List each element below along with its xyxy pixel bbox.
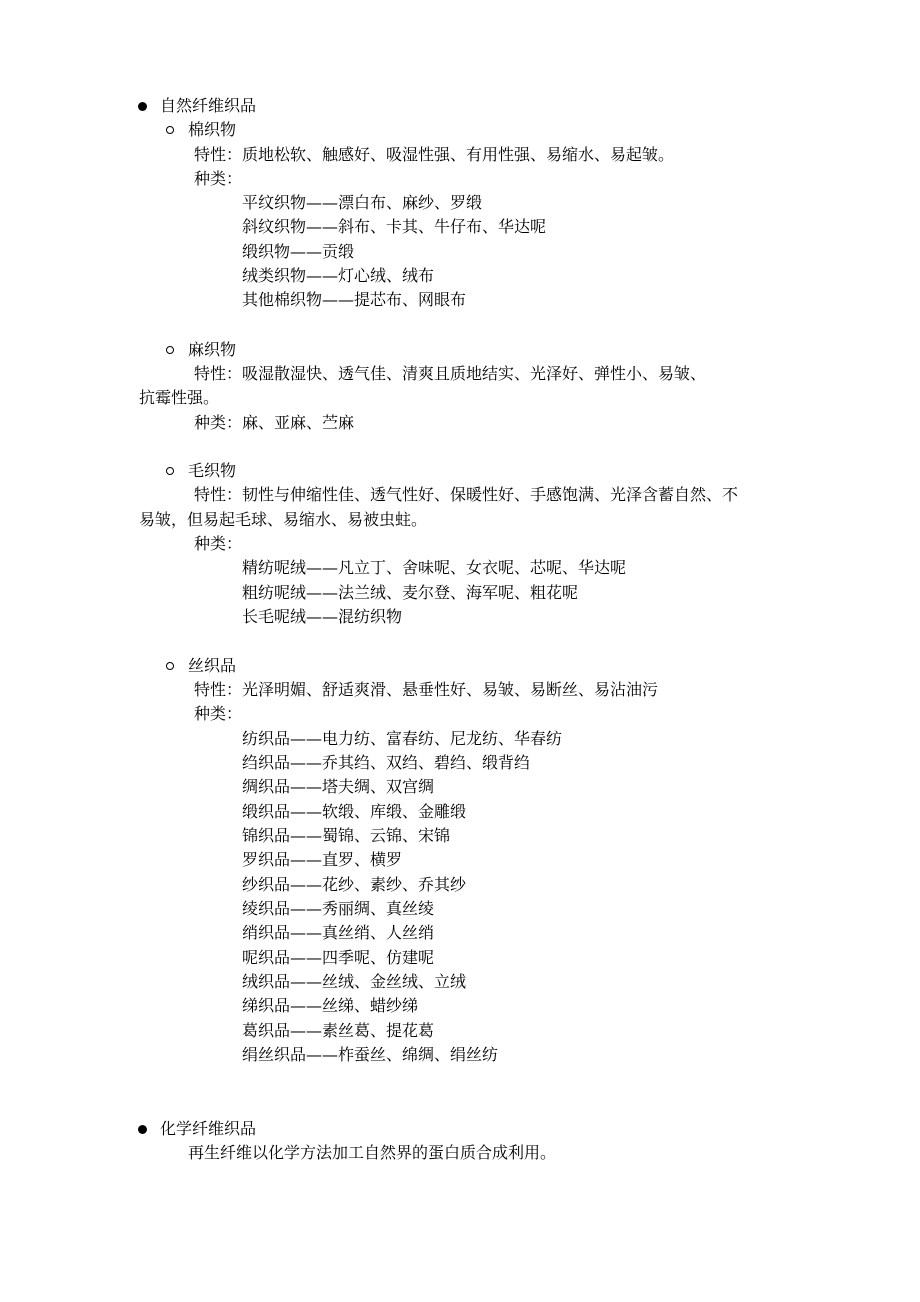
list-item: 罗织品——直罗、横罗 — [242, 850, 403, 869]
subsection-title: 丝织品 — [188, 656, 237, 675]
properties-text: 特性：光泽明媚、舒适爽滑、悬垂性好、易皱、易断丝、易沾油污 — [194, 680, 659, 699]
list-item: 葛织品——素丝葛、提花葛 — [242, 1021, 435, 1040]
list-item: 缎织品——软缎、库缎、金雕缎 — [242, 802, 467, 821]
properties-text-continued: 抗霉性强。 — [139, 388, 220, 407]
list-item: 纱织品——花纱、素纱、乔其纱 — [242, 875, 467, 894]
subsection-title: 毛织物 — [188, 461, 237, 480]
properties-text: 特性：质地松软、触感好、吸湿性强、有用性强、易缩水、易起皱。 — [194, 145, 675, 164]
list-item: 绉织品——乔其绉、双绉、碧绉、缎背绉 — [242, 753, 531, 772]
list-item: 缎织物——贡缎 — [242, 242, 355, 261]
section-description: 再生纤维以化学方法加工自然界的蛋白质合成利用。 — [188, 1143, 557, 1162]
list-item: 斜纹织物——斜布、卡其、牛仔布、华达呢 — [242, 217, 547, 236]
list-item: 绒类织物——灯心绒、绒布 — [242, 266, 435, 285]
list-item: 长毛呢绒——混纺织物 — [242, 607, 403, 626]
bullet-circle-icon — [166, 346, 174, 354]
subsection-title: 棉织物 — [188, 120, 237, 139]
bullet-disc-icon — [138, 102, 147, 111]
bullet-circle-icon — [166, 126, 174, 134]
list-item: 锦织品——蜀锦、云锦、宋锦 — [242, 826, 451, 845]
properties-text-continued: 易皱，但易起毛球、易缩水、易被虫蛀。 — [139, 510, 428, 529]
properties-text: 特性：吸湿散湿快、透气佳、清爽且质地结实、光泽好、弹性小、易皱、 — [194, 364, 707, 383]
list-item: 纺织品——电力纺、富春纺、尼龙纺、华春纺 — [242, 729, 563, 748]
section-title: 自然纤维织品 — [160, 96, 257, 115]
list-item: 绫织品——秀丽绸、真丝绫 — [242, 899, 435, 918]
types-text: 种类：麻、亚麻、苎麻 — [194, 413, 355, 432]
list-item: 平纹织物——漂白布、麻纱、罗缎 — [242, 193, 483, 212]
types-label: 种类： — [194, 534, 243, 553]
types-label: 种类： — [194, 169, 243, 188]
list-item: 绒织品——丝绒、金丝绒、立绒 — [242, 972, 467, 991]
subsection-title: 麻织物 — [188, 340, 237, 359]
list-item: 绢丝织品——柞蚕丝、绵绸、绢丝纺 — [242, 1045, 499, 1064]
list-item: 其他棉织物——提芯布、网眼布 — [242, 290, 467, 309]
list-item: 呢织品——四季呢、仿建呢 — [242, 948, 435, 967]
list-item: 绨织品——丝绨、蜡纱绨 — [242, 996, 419, 1015]
list-item: 绸织品——塔夫绸、双宫绸 — [242, 777, 435, 796]
types-label: 种类： — [194, 704, 243, 723]
list-item: 粗纺呢绒——法兰绒、麦尔登、海军呢、粗花呢 — [242, 583, 579, 602]
bullet-circle-icon — [166, 467, 174, 475]
properties-text: 特性：韧性与伸缩性佳、透气性好、保暖性好、手感饱满、光泽含蓄自然、不 — [194, 485, 739, 504]
section-title: 化学纤维织品 — [160, 1119, 257, 1138]
list-item: 精纺呢绒——凡立丁、舍味呢、女衣呢、芯呢、华达呢 — [242, 558, 627, 577]
bullet-disc-icon — [138, 1125, 147, 1134]
bullet-circle-icon — [166, 662, 174, 670]
list-item: 绡织品——真丝绡、人丝绡 — [242, 923, 435, 942]
